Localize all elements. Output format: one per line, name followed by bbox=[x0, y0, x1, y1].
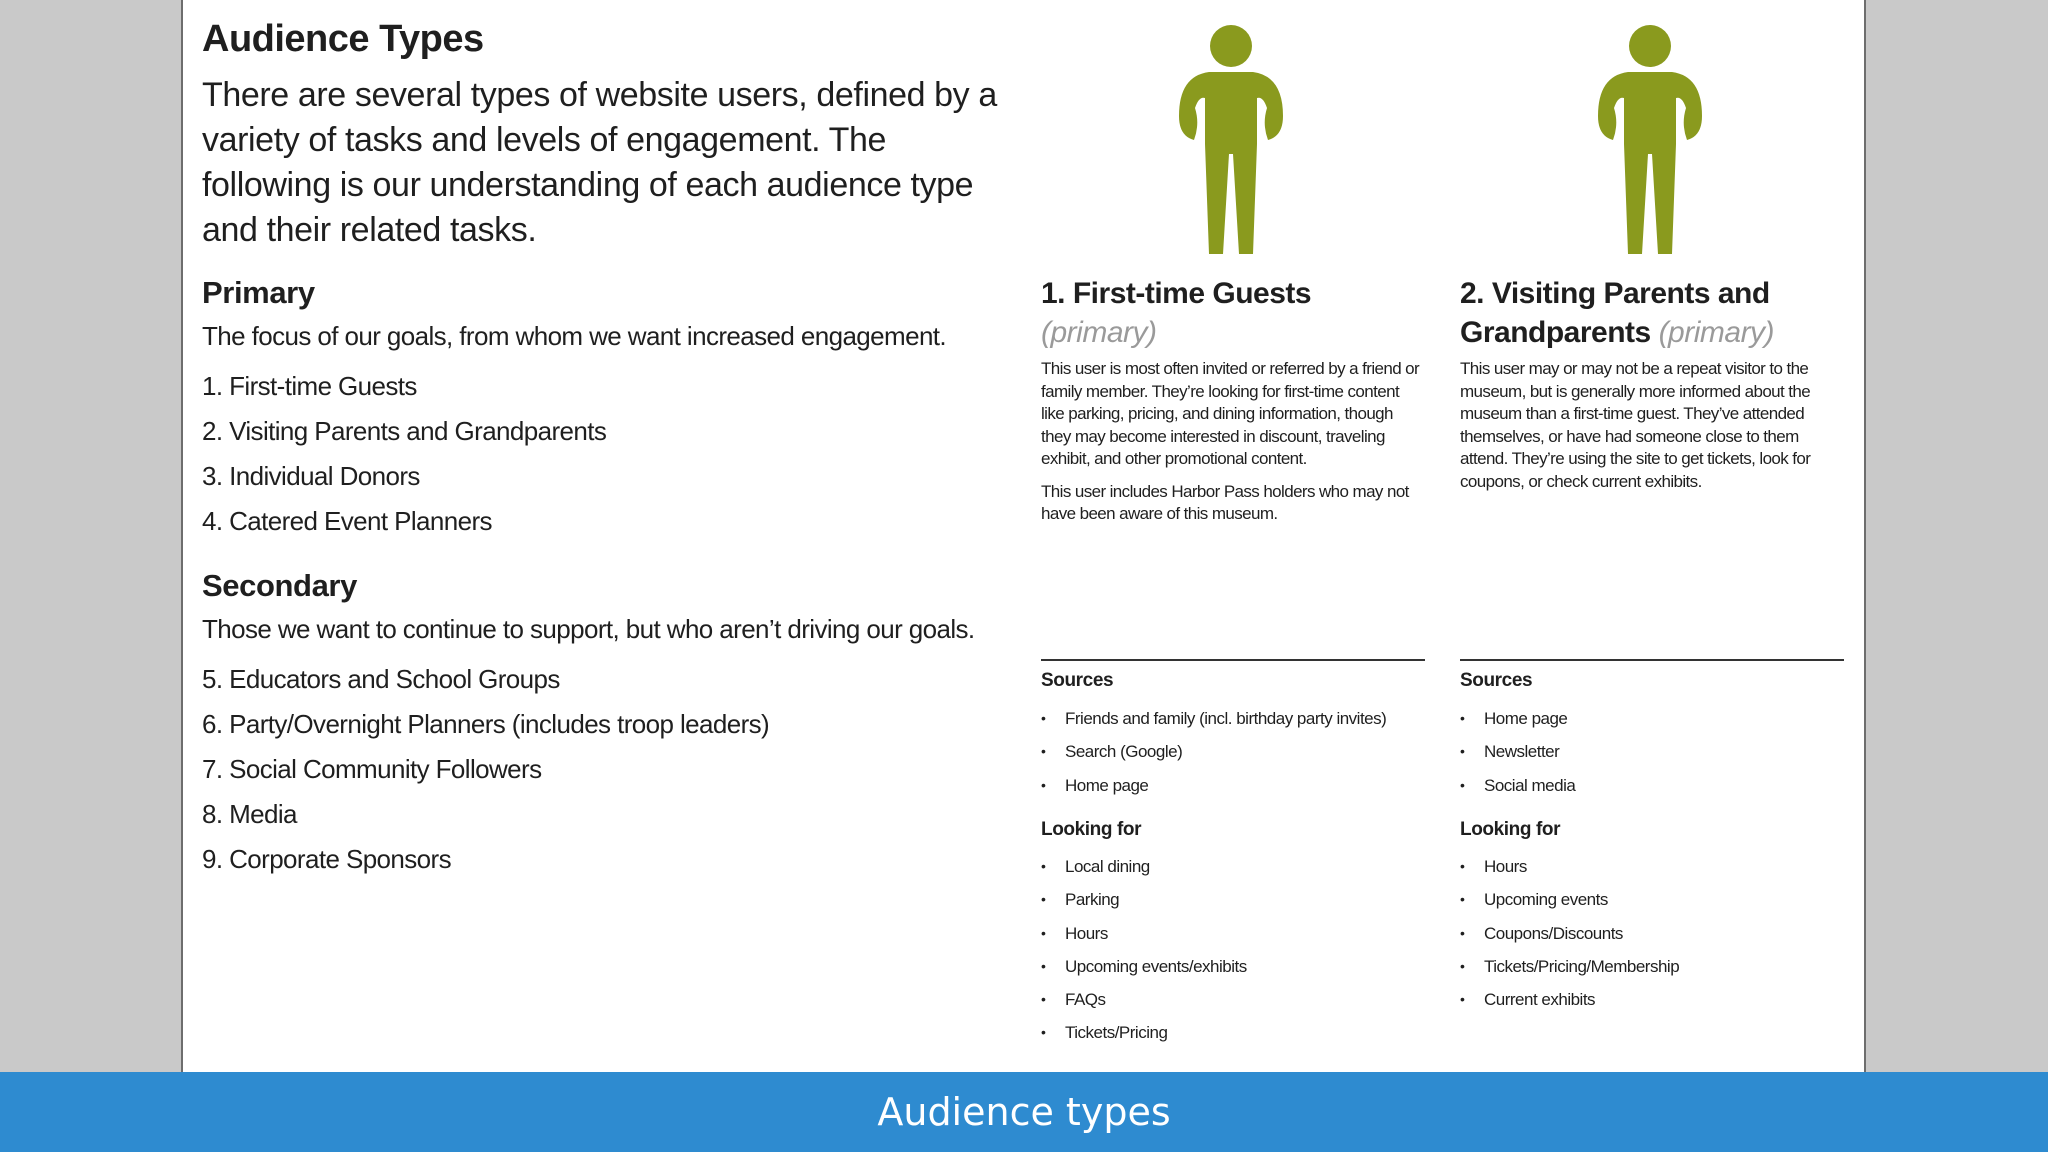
list-item: 6. Party/Overnight Planners (includes troop leaders) bbox=[202, 709, 770, 739]
sources-heading: Sources bbox=[1460, 670, 1533, 691]
list-item: • Tickets/Pricing bbox=[1041, 1016, 1425, 1049]
looking-for-heading: Looking for bbox=[1460, 819, 1561, 840]
divider bbox=[1041, 659, 1425, 661]
caption-text: Audience types bbox=[877, 1090, 1171, 1134]
persona-name: 2. Visiting Parents and Grandparents bbox=[1460, 277, 1770, 349]
list-item: • Newsletter bbox=[1460, 735, 1844, 768]
list-item: • FAQs bbox=[1041, 983, 1425, 1016]
list-item: • Hours bbox=[1460, 850, 1844, 883]
looking-for-list bbox=[1041, 850, 1425, 1050]
list-item: 8. Media bbox=[202, 799, 297, 829]
persona-tag: (primary) bbox=[1041, 316, 1157, 349]
looking-for-heading: Looking for bbox=[1041, 819, 1142, 840]
page-title: Audience Types bbox=[202, 18, 484, 60]
list-item: • Social media bbox=[1460, 769, 1844, 802]
description-paragraph: This user may or may not be a repeat visitor to the museum, but is generally more informed about the museum than a first-time guest. They’ve attended themselves, or have had someone close to them attend. They’re using the site to get tickets, look for coupons, or check current exhibits. bbox=[1460, 359, 1811, 491]
list-item: 1. First-time Guests bbox=[202, 371, 417, 401]
persona-title bbox=[1041, 274, 1425, 352]
list-item: • Friends and family (incl. birthday party invites) bbox=[1041, 702, 1425, 735]
primary-description: The focus of our goals, from whom we want increased engagement. bbox=[202, 321, 947, 351]
list-item: • Parking bbox=[1041, 883, 1425, 916]
list-item: 2. Visiting Parents and Grandparents bbox=[202, 416, 607, 446]
divider bbox=[1460, 659, 1844, 661]
list-item: • Search (Google) bbox=[1041, 735, 1425, 768]
secondary-heading: Secondary bbox=[202, 568, 357, 603]
caption-bar bbox=[0, 1072, 2048, 1152]
primary-heading: Primary bbox=[202, 275, 315, 310]
person-icon bbox=[1171, 24, 1291, 259]
list-item: • Current exhibits bbox=[1460, 983, 1844, 1016]
list-item: • Upcoming events/exhibits bbox=[1041, 950, 1425, 983]
sources-list bbox=[1460, 702, 1844, 802]
document-page bbox=[181, 0, 1866, 1072]
persona-title bbox=[1460, 274, 1844, 352]
primary-list bbox=[202, 364, 1012, 544]
list-item: 9. Corporate Sponsors bbox=[202, 844, 451, 874]
left-column bbox=[202, 18, 1012, 906]
list-item: 7. Social Community Followers bbox=[202, 754, 542, 784]
sources-heading: Sources bbox=[1041, 670, 1114, 691]
persona-tag: (primary) bbox=[1658, 316, 1775, 349]
persona-description bbox=[1041, 358, 1425, 536]
list-item: • Home page bbox=[1041, 769, 1425, 802]
list-item: 4. Catered Event Planners bbox=[202, 506, 492, 536]
list-item: • Upcoming events bbox=[1460, 883, 1844, 916]
persona-description bbox=[1460, 358, 1844, 503]
intro-text: There are several types of website users, defined by a variety of tasks and levels of engagement. The following is our understanding of each audience type and their related tasks. bbox=[202, 76, 997, 249]
list-item: • Local dining bbox=[1041, 850, 1425, 883]
person-icon bbox=[1590, 24, 1710, 259]
list-item: 3. Individual Donors bbox=[202, 461, 420, 491]
list-item: • Tickets/Pricing/Membership bbox=[1460, 950, 1844, 983]
persona-name: 1. First-time Guests bbox=[1041, 277, 1312, 310]
list-item: • Coupons/Discounts bbox=[1460, 917, 1844, 950]
list-item: • Home page bbox=[1460, 702, 1844, 735]
description-paragraph: This user is most often invited or referred by a friend or family member. They’re looking for first-time content like parking, pricing, and dining information, though they may become interested in discount, traveling exhibit, and other promotional content. bbox=[1041, 359, 1420, 468]
sources-list bbox=[1041, 702, 1425, 802]
secondary-description: Those we want to continue to support, but who aren’t driving our goals. bbox=[202, 614, 975, 644]
list-item: 5. Educators and School Groups bbox=[202, 664, 560, 694]
looking-for-list bbox=[1460, 850, 1844, 1016]
list-item: • Hours bbox=[1041, 917, 1425, 950]
secondary-list bbox=[202, 657, 1012, 882]
description-paragraph: This user includes Harbor Pass holders who may not have been aware of this museum. bbox=[1041, 481, 1409, 523]
